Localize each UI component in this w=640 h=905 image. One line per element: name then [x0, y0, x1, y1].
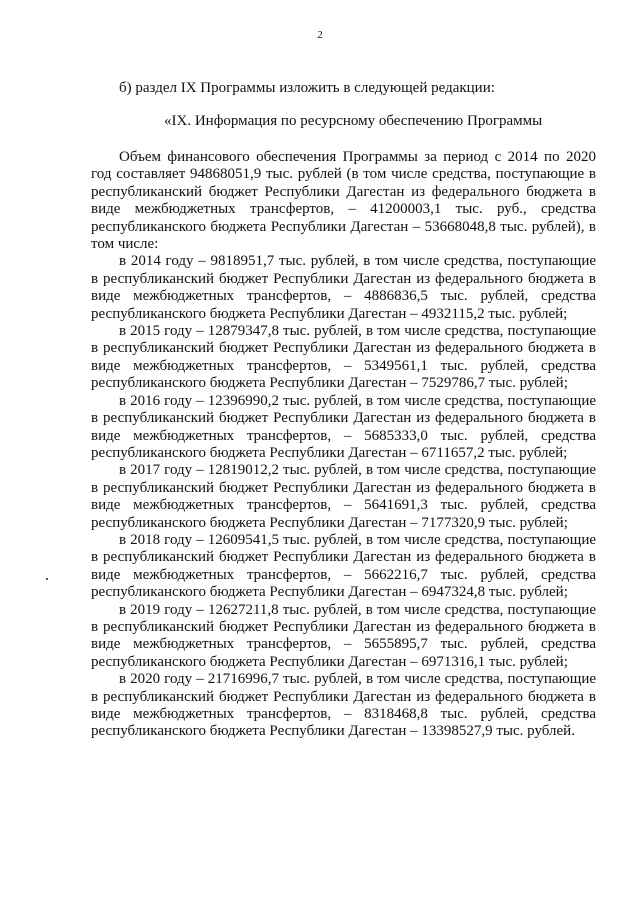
document-body	[91, 149, 596, 741]
amendment-intro: б) раздел IX Программы изложить в следующей редакции:	[119, 80, 495, 96]
page-number: 2	[317, 29, 323, 41]
paragraph-2018: в 2018 году – 12609541,5 тыс. рублей, в том числе средства, поступающие в республиканский бюджет Республики Дагестан из федерального бюджета в виде межбюджетных трансфертов, – 5662216,7 тыс. рублей, средства республиканского бюджета Республики Дагестан – 6947324,8 тыс. рублей;	[91, 531, 596, 601]
section-heading: «IX. Информация по ресурсному обеспечению Программы	[164, 113, 543, 129]
paragraph-2014: в 2014 году – 9818951,7 тыс. рублей, в том числе средства, поступающие в республиканский бюджет Республики Дагестан из федерального бюджета в виде межбюджетных трансфертов, – 4886836,5 тыс. рублей, средства республиканского бюджета Республики Дагестан – 4932115,2 тыс. рублей;	[91, 253, 596, 322]
paragraph-2016: в 2016 году – 12396990,2 тыс. рублей, в том числе средства, поступающие в республиканский бюджет Республики Дагестан из федерального бюджета в виде межбюджетных трансфертов, – 5685333,0 тыс. рублей, средства республиканского бюджета Республики Дагестан – 6711657,2 тыс. рублей;	[91, 392, 596, 461]
paragraph-2017: в 2017 году – 12819012,2 тыс. рублей, в том числе средства, поступающие в республиканский бюджет Республики Дагестан из федерального бюджета в виде межбюджетных трансфертов, – 5641691,3 тыс. рублей, средства республиканского бюджета Республики Дагестан – 7177320,9 тыс. рублей;	[91, 462, 596, 531]
paragraph-2020: в 2020 году – 21716996,7 тыс. рублей, в том числе средства, поступающие в республиканский бюджет Республики Дагестан из федерального бюджета в виде межбюджетных трансфертов, – 8318468,8 тыс. рублей, средства республиканского бюджета Республики Дагестан – 13398527,9 тыс. рублей.	[91, 671, 596, 740]
paragraph-total: Объем финансового обеспечения Программы за период с 2014 по 2020 год составляет 94868051,9 тыс. рублей (в том числе средства, поступающие в республиканский бюджет Республики Дагестан из федерального бюджета в виде межбюджетных трансфертов, – 41200003,1 тыс. руб., средства республиканского бюджета Республики Дагестан – 53668048,8 тыс. рублей), в том числе:	[91, 149, 596, 253]
paragraph-2019: в 2019 году – 12627211,8 тыс. рублей, в том числе средства, поступающие в республиканский бюджет Республики Дагестан из федерального бюджета в виде межбюджетных трансфертов, – 5655895,7 тыс. рублей, средства республиканского бюджета Республики Дагестан – 6971316,1 тыс. рублей;	[91, 601, 596, 670]
scan-speck	[46, 578, 48, 580]
paragraph-2015: в 2015 году – 12879347,8 тыс. рублей, в том числе средства, поступающие в республиканский бюджет Республики Дагестан из федерального бюджета в виде межбюджетных трансфертов, – 5349561,1 тыс. рублей, средства республиканского бюджета Республики Дагестан – 7529786,7 тыс. рублей;	[91, 323, 596, 392]
